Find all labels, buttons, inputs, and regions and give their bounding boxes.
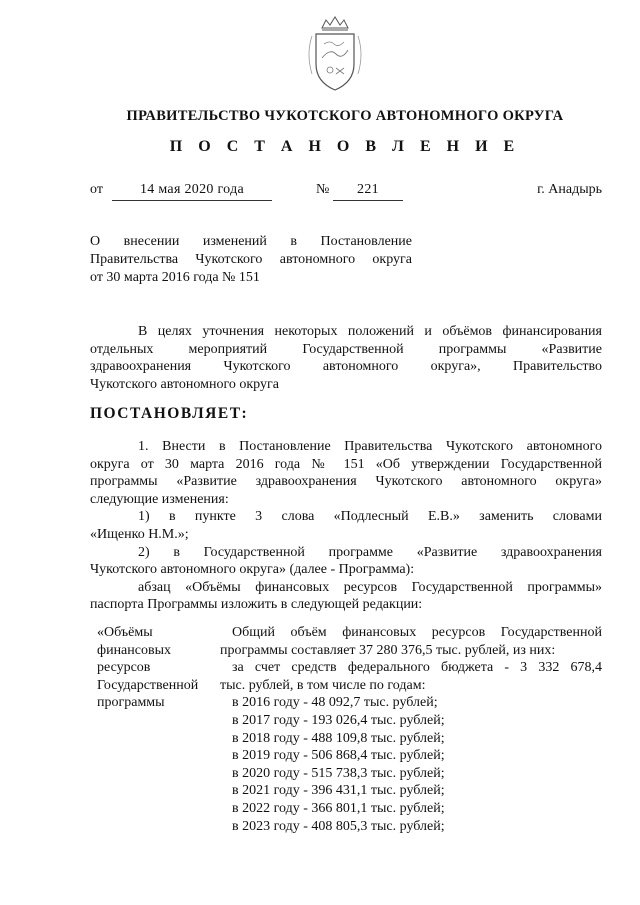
body-line: абзац «Объёмы финансовых ресурсов Государственной программы» <box>138 579 602 595</box>
number-prefix: № <box>316 182 330 197</box>
document-subject <box>90 233 412 287</box>
content-line: программы составляет 37 280 376,5 тыс. рублей, из них: <box>220 642 556 658</box>
label-line: программы <box>97 695 165 711</box>
label-line: финансовых <box>97 642 171 658</box>
preamble-line: здравоохранения Чукотского автономного округа», Правительство <box>90 359 602 375</box>
document-date: 14 мая 2020 года <box>112 182 272 201</box>
subject-line: Правительства Чукотского автономного округа <box>90 252 412 267</box>
content-line: за счет средств федерального бюджета - 3 332 678,4 <box>232 660 602 676</box>
body-line: 1) в пункте 3 слова «Подлесный Е.В.» заменить словами <box>138 509 602 525</box>
government-title: ПРАВИТЕЛЬСТВО ЧУКОТСКОГО АВТОНОМНОГО ОКРУГА <box>126 108 564 124</box>
label-line: Государственной <box>97 677 199 693</box>
body-line: округа от 30 марта 2016 года № 151 «Об утверждении Государственной <box>90 456 602 472</box>
coat-of-arms-icon <box>300 14 370 96</box>
year-line: в 2020 году - 515 738,3 тыс. рублей; <box>232 765 445 781</box>
year-line: в 2017 году - 193 026,4 тыс. рублей; <box>232 712 445 728</box>
year-line: в 2016 году - 48 092,7 тыс. рублей; <box>232 695 438 711</box>
content-line: Общий объём финансовых ресурсов Государственной <box>232 625 602 640</box>
body-line: «Ищенко Н.М.»; <box>90 526 189 542</box>
date-prefix: от <box>90 182 103 197</box>
body-line: программы «Развитие здравоохранения Чукотского автономного округа» <box>90 474 602 490</box>
document-number: 221 <box>333 182 403 201</box>
body-line: Чукотского автономного округа» (далее - Программа): <box>90 562 415 578</box>
preamble-line: В целях уточнения некоторых положений и объёмов финансирования <box>138 324 602 339</box>
date-number-line <box>90 182 602 204</box>
year-line: в 2018 году - 488 109,8 тыс. рублей; <box>232 730 445 746</box>
passport-content <box>220 624 602 835</box>
preamble <box>90 323 602 393</box>
preamble-line: отдельных мероприятий Государственной программы «Развитие <box>90 341 602 357</box>
content-line: тыс. рублей, в том числе по годам: <box>220 677 426 693</box>
year-line: в 2023 году - 408 805,3 тыс. рублей; <box>232 818 445 834</box>
body-line: паспорта Программы изложить в следующей редакции: <box>90 597 423 613</box>
document-type: П О С Т А Н О В Л Е Н И Е <box>169 138 521 155</box>
year-line: в 2022 году - 366 801,1 тыс. рублей; <box>232 800 445 816</box>
label-line: «Объёмы <box>97 625 153 640</box>
preamble-line: Чукотского автономного округа <box>90 376 279 392</box>
body-line: следующие изменения: <box>90 491 229 507</box>
decree-word: ПОСТАНОВЛЯЕТ: <box>90 405 249 422</box>
subject-line: от 30 марта 2016 года № 151 <box>90 270 260 285</box>
decree-body <box>90 438 602 614</box>
label-line: ресурсов <box>97 660 151 676</box>
body-line: 2) в Государственной программе «Развитие здравоохранения <box>138 544 602 560</box>
year-line: в 2019 году - 506 868,4 тыс. рублей; <box>232 748 445 764</box>
passport-label <box>97 624 222 712</box>
body-line: 1. Внести в Постановление Правительства Чукотского автономного <box>138 439 602 454</box>
year-line: в 2021 году - 396 431,1 тыс. рублей; <box>232 783 445 799</box>
subject-line: О внесении изменений в Постановление <box>90 234 412 249</box>
city: г. Анадырь <box>537 182 602 197</box>
